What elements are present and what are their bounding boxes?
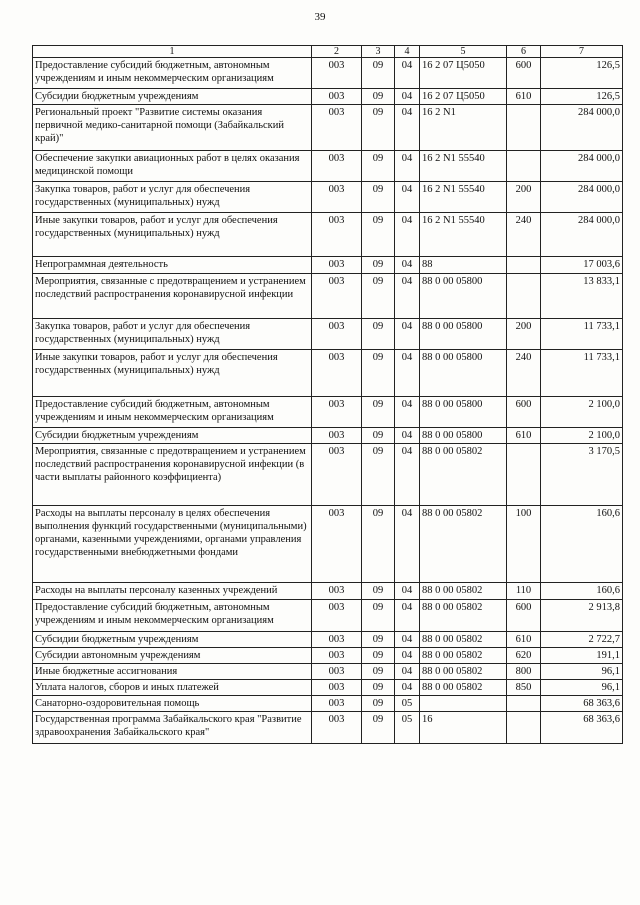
cell-admin-code: 003: [312, 664, 362, 680]
cell-target-article: 88: [420, 257, 507, 274]
table-row: [33, 680, 623, 696]
table-row: [33, 506, 623, 583]
table-row: [33, 696, 623, 712]
cell-target-article: 88 0 00 05802: [420, 648, 507, 664]
cell-target-article: 88 0 00 05802: [420, 444, 507, 506]
cell-target-article: 88 0 00 05802: [420, 680, 507, 696]
cell-admin-code: 003: [312, 350, 362, 397]
cell-expense-type: 200: [507, 319, 541, 350]
cell-name: Расходы на выплаты персоналу в целях обеспечения выполнения функций государственными (муниципальными) органами, казенными учреждениями, органами управления государственными внебюджетными фондами: [33, 506, 312, 583]
column-header-subsection: 4: [395, 46, 420, 58]
cell-subsection: 04: [395, 58, 420, 89]
cell-section: 09: [362, 506, 395, 583]
cell-subsection: 04: [395, 151, 420, 182]
table-row: [33, 397, 623, 428]
table-row: [33, 444, 623, 506]
table-row: [33, 712, 623, 744]
cell-subsection: 04: [395, 648, 420, 664]
cell-section: 09: [362, 89, 395, 105]
cell-amount: 126,5: [541, 89, 623, 105]
cell-target-article: 16 2 N1 55540: [420, 151, 507, 182]
cell-amount: 3 170,5: [541, 444, 623, 506]
cell-admin-code: 003: [312, 680, 362, 696]
cell-section: 09: [362, 182, 395, 213]
cell-name: Обеспечение закупки авиационных работ в целях оказания медицинской помощи: [33, 151, 312, 182]
cell-name: Субсидии бюджетным учреждениям: [33, 428, 312, 444]
column-header-amount: 7: [541, 46, 623, 58]
cell-amount: 96,1: [541, 664, 623, 680]
cell-amount: 2 722,7: [541, 632, 623, 648]
cell-section: 09: [362, 444, 395, 506]
column-header-section: 3: [362, 46, 395, 58]
cell-expense-type: [507, 105, 541, 151]
cell-amount: 284 000,0: [541, 105, 623, 151]
cell-section: 09: [362, 274, 395, 319]
cell-section: 09: [362, 428, 395, 444]
cell-name: Непрограммная деятельность: [33, 257, 312, 274]
cell-expense-type: 620: [507, 648, 541, 664]
cell-amount: 160,6: [541, 506, 623, 583]
cell-subsection: 04: [395, 105, 420, 151]
cell-target-article: 16: [420, 712, 507, 744]
cell-amount: 284 000,0: [541, 213, 623, 257]
cell-expense-type: 240: [507, 213, 541, 257]
cell-name: Предоставление субсидий бюджетным, автономным учреждениям и иным некоммерческим организациям: [33, 600, 312, 632]
table-row: [33, 600, 623, 632]
cell-section: 09: [362, 151, 395, 182]
cell-name: Закупка товаров, работ и услуг для обеспечения государственных (муниципальных) нужд: [33, 319, 312, 350]
cell-subsection: 04: [395, 213, 420, 257]
cell-section: 09: [362, 319, 395, 350]
cell-admin-code: 003: [312, 182, 362, 213]
cell-section: 09: [362, 397, 395, 428]
cell-admin-code: 003: [312, 151, 362, 182]
cell-amount: 68 363,6: [541, 696, 623, 712]
cell-section: 09: [362, 696, 395, 712]
cell-name: Санаторно-оздоровительная помощь: [33, 696, 312, 712]
cell-admin-code: 003: [312, 632, 362, 648]
table-row: [33, 664, 623, 680]
cell-admin-code: 003: [312, 319, 362, 350]
cell-amount: 2 100,0: [541, 428, 623, 444]
table-row: [33, 632, 623, 648]
cell-admin-code: 003: [312, 506, 362, 583]
cell-amount: 17 003,6: [541, 257, 623, 274]
cell-admin-code: 003: [312, 428, 362, 444]
cell-section: 09: [362, 105, 395, 151]
cell-subsection: 04: [395, 257, 420, 274]
cell-admin-code: 003: [312, 58, 362, 89]
cell-name: Мероприятия, связанные с предотвращением и устранением последствий распространения коронавирусной инфекции (в части выплаты районного коэффициента): [33, 444, 312, 506]
table-row: [33, 428, 623, 444]
table-row: [33, 58, 623, 89]
cell-section: 09: [362, 600, 395, 632]
cell-admin-code: 003: [312, 274, 362, 319]
cell-expense-type: 610: [507, 89, 541, 105]
cell-target-article: 88 0 00 05802: [420, 632, 507, 648]
cell-expense-type: 600: [507, 600, 541, 632]
cell-amount: 284 000,0: [541, 182, 623, 213]
cell-subsection: 04: [395, 583, 420, 600]
cell-subsection: 04: [395, 506, 420, 583]
cell-amount: 11 733,1: [541, 350, 623, 397]
cell-name: Региональный проект "Развитие системы оказания первичной медико-санитарной помощи (Забайкальский край)": [33, 105, 312, 151]
cell-expense-type: 200: [507, 182, 541, 213]
cell-expense-type: [507, 151, 541, 182]
cell-expense-type: [507, 257, 541, 274]
cell-subsection: 05: [395, 712, 420, 744]
cell-name: Иные закупки товаров, работ и услуг для обеспечения государственных (муниципальных) нужд: [33, 350, 312, 397]
cell-admin-code: 003: [312, 444, 362, 506]
table-row: [33, 648, 623, 664]
cell-expense-type: 100: [507, 506, 541, 583]
cell-amount: 11 733,1: [541, 319, 623, 350]
cell-admin-code: 003: [312, 712, 362, 744]
cell-target-article: 88 0 00 05802: [420, 664, 507, 680]
cell-expense-type: 850: [507, 680, 541, 696]
cell-name: Предоставление субсидий бюджетным, автономным учреждениям и иным некоммерческим организациям: [33, 397, 312, 428]
cell-expense-type: 610: [507, 428, 541, 444]
cell-section: 09: [362, 58, 395, 89]
cell-expense-type: 110: [507, 583, 541, 600]
table-row: [33, 350, 623, 397]
cell-target-article: 88 0 00 05800: [420, 428, 507, 444]
cell-name: Закупка товаров, работ и услуг для обеспечения государственных (муниципальных) нужд: [33, 182, 312, 213]
budget-table: [32, 45, 623, 744]
cell-name: Субсидии автономным учреждениям: [33, 648, 312, 664]
cell-section: 09: [362, 680, 395, 696]
cell-expense-type: [507, 274, 541, 319]
cell-subsection: 04: [395, 444, 420, 506]
cell-admin-code: 003: [312, 600, 362, 632]
cell-subsection: 04: [395, 182, 420, 213]
cell-target-article: 16 2 07 Ц5050: [420, 89, 507, 105]
cell-target-article: 88 0 00 05800: [420, 319, 507, 350]
column-header-name: 1: [33, 46, 312, 58]
cell-section: 09: [362, 583, 395, 600]
cell-amount: 68 363,6: [541, 712, 623, 744]
cell-target-article: 16 2 N1 55540: [420, 182, 507, 213]
cell-expense-type: 240: [507, 350, 541, 397]
cell-section: 09: [362, 648, 395, 664]
cell-admin-code: 003: [312, 397, 362, 428]
column-header-target-article: 5: [420, 46, 507, 58]
table-row: [33, 105, 623, 151]
cell-subsection: 05: [395, 696, 420, 712]
cell-expense-type: [507, 444, 541, 506]
cell-expense-type: 800: [507, 664, 541, 680]
cell-admin-code: 003: [312, 648, 362, 664]
table-row: [33, 213, 623, 257]
cell-subsection: 04: [395, 600, 420, 632]
cell-target-article: 88 0 00 05802: [420, 583, 507, 600]
cell-expense-type: [507, 712, 541, 744]
table-body: [33, 58, 623, 744]
cell-name: Субсидии бюджетным учреждениям: [33, 632, 312, 648]
cell-admin-code: 003: [312, 583, 362, 600]
cell-name: Мероприятия, связанные с предотвращением и устранением последствий распространения коронавирусной инфекции: [33, 274, 312, 319]
cell-subsection: 04: [395, 428, 420, 444]
table-row: [33, 257, 623, 274]
cell-subsection: 04: [395, 397, 420, 428]
cell-section: 09: [362, 712, 395, 744]
cell-target-article: 88 0 00 05800: [420, 397, 507, 428]
cell-admin-code: 003: [312, 696, 362, 712]
cell-section: 09: [362, 350, 395, 397]
cell-amount: 96,1: [541, 680, 623, 696]
cell-amount: 2 913,8: [541, 600, 623, 632]
cell-subsection: 04: [395, 274, 420, 319]
cell-subsection: 04: [395, 632, 420, 648]
table-row: [33, 274, 623, 319]
column-number-row: [33, 46, 623, 58]
cell-target-article: 88 0 00 05800: [420, 350, 507, 397]
cell-name: Субсидии бюджетным учреждениям: [33, 89, 312, 105]
table-row: [33, 319, 623, 350]
cell-expense-type: 600: [507, 58, 541, 89]
table-row: [33, 89, 623, 105]
cell-subsection: 04: [395, 89, 420, 105]
cell-amount: 2 100,0: [541, 397, 623, 428]
table-row: [33, 151, 623, 182]
cell-amount: 284 000,0: [541, 151, 623, 182]
cell-section: 09: [362, 664, 395, 680]
cell-target-article: 16 2 07 Ц5050: [420, 58, 507, 89]
column-header-expense-type: 6: [507, 46, 541, 58]
cell-subsection: 04: [395, 680, 420, 696]
cell-admin-code: 003: [312, 213, 362, 257]
table-row: [33, 583, 623, 600]
cell-admin-code: 003: [312, 105, 362, 151]
cell-target-article: 88 0 00 05802: [420, 600, 507, 632]
cell-name: Иные закупки товаров, работ и услуг для обеспечения государственных (муниципальных) нужд: [33, 213, 312, 257]
column-header-admin: 2: [312, 46, 362, 58]
cell-target-article: 88 0 00 05800: [420, 274, 507, 319]
table-row: [33, 182, 623, 213]
cell-expense-type: [507, 696, 541, 712]
cell-expense-type: 600: [507, 397, 541, 428]
cell-subsection: 04: [395, 350, 420, 397]
cell-admin-code: 003: [312, 257, 362, 274]
cell-subsection: 04: [395, 664, 420, 680]
cell-target-article: 16 2 N1 55540: [420, 213, 507, 257]
cell-subsection: 04: [395, 319, 420, 350]
cell-admin-code: 003: [312, 89, 362, 105]
page-number: 39: [314, 11, 326, 23]
cell-amount: 126,5: [541, 58, 623, 89]
cell-amount: 191,1: [541, 648, 623, 664]
cell-target-article: 88 0 00 05802: [420, 506, 507, 583]
cell-target-article: [420, 696, 507, 712]
cell-amount: 160,6: [541, 583, 623, 600]
cell-name: Иные бюджетные ассигнования: [33, 664, 312, 680]
cell-target-article: 16 2 N1: [420, 105, 507, 151]
cell-name: Предоставление субсидий бюджетным, автономным учреждениям и иным некоммерческим организациям: [33, 58, 312, 89]
cell-amount: 13 833,1: [541, 274, 623, 319]
cell-name: Государственная программа Забайкальского края "Развитие здравоохранения Забайкальского края": [33, 712, 312, 744]
cell-name: Уплата налогов, сборов и иных платежей: [33, 680, 312, 696]
cell-name: Расходы на выплаты персоналу казенных учреждений: [33, 583, 312, 600]
cell-section: 09: [362, 257, 395, 274]
cell-section: 09: [362, 213, 395, 257]
cell-expense-type: 610: [507, 632, 541, 648]
cell-section: 09: [362, 632, 395, 648]
